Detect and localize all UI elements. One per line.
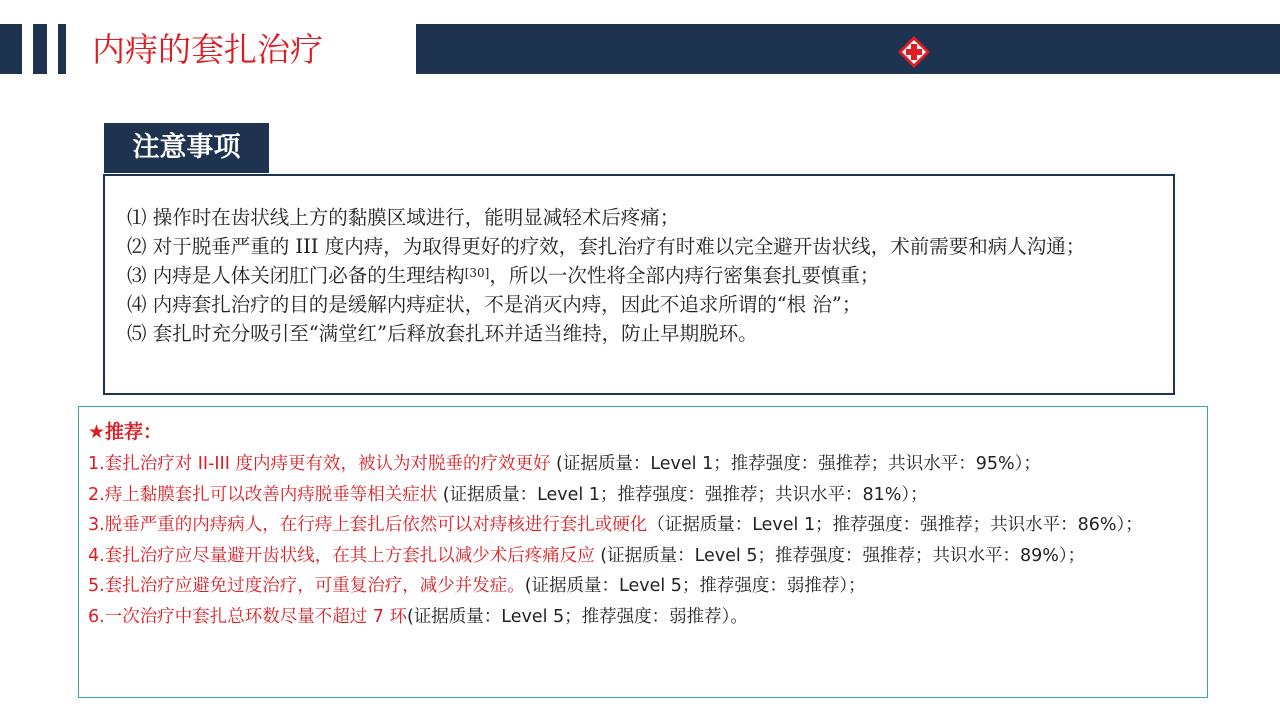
notes-list (127, 203, 1147, 348)
note-item (127, 261, 1147, 290)
note-text: ⑶ 内痔是人体关闭肛门必备的生理结构 (127, 264, 465, 287)
recommendation-text: 3.脱垂严重的内痔病人，在行痔上套扎后依然可以对痔核进行套扎或硬化 (88, 515, 648, 535)
evidence-text: (证据质量：Level 1；推荐强度：强推荐；共识水平：95%）； (550, 454, 1041, 474)
note-item: ⑷ 内痔套扎治疗的目的是缓解内痔症状，不是消灭内痔，因此不追求所谓的“根 治”； (127, 293, 862, 316)
header-bar-medium (33, 24, 47, 74)
recommendation-text: 6.一次治疗中套扎总环数尽量不超过 7 环 (88, 606, 407, 627)
recommendation-item (88, 510, 1198, 541)
note-text: ，所以一次性将全部内痔行密集套扎要慎重； (489, 264, 880, 287)
recommendation-item (88, 541, 1198, 572)
recommendation-text: 2.痔上黏膜套扎可以改善内痔脱垂等相关症状 (88, 484, 438, 505)
note-item: ⑵ 对于脱垂严重的 III 度内痔，为取得更好的疗效，套扎治疗有时难以完全避开齿状线，术前需要和病人沟通； (127, 235, 1086, 258)
header-bar-thick (0, 24, 22, 74)
note-item: ⑴ 操作时在齿状线上方的黏膜区域进行，能明显减轻术后疼痛； (127, 206, 680, 229)
header-bar-thin (58, 24, 66, 74)
recommendation-item (88, 449, 1198, 480)
recommendation-item (88, 602, 1198, 633)
recommendation-text: 1.套扎治疗对 II-III 度内痔更有效，被认为对脱垂的疗效更好 (88, 454, 551, 474)
header-right-banner (416, 24, 1280, 74)
evidence-text: (证据质量：Level 1；推荐强度：强推荐；共识水平：81%）； (437, 484, 928, 505)
citation: [30] (464, 266, 490, 280)
recommendation-item (88, 480, 1198, 511)
note-item: ⑸ 套扎时充分吸引至“满堂红”后释放套扎环并适当维持，防止早期脱环。 (127, 322, 758, 345)
evidence-text: (证据质量：Level 5；推荐强度：弱推荐）； (524, 576, 866, 596)
notes-tab: 注意事项 (104, 123, 269, 173)
page-title: 内痔的套扎治疗 (92, 30, 323, 69)
evidence-text: (证据质量：Level 5；推荐强度：弱推荐）。 (406, 606, 748, 627)
recommendation-text: 4.套扎治疗应尽量避开齿状线，在其上方套扎以减少术后疼痛反应 (88, 545, 595, 566)
recommendation-item (88, 571, 1198, 602)
recommendation-text: 5.套扎治疗应避免过度治疗，可重复治疗，减少并发症。 (88, 576, 525, 596)
evidence-text: (证据质量：Level 5；推荐强度：强推荐；共识水平：89%）； (594, 545, 1086, 566)
evidence-text: （证据质量：Level 1；推荐强度：强推荐；共识水平：86%）； (647, 515, 1143, 535)
recommendations-list (88, 449, 1198, 632)
recommendations-title: ★推荐： (88, 421, 163, 443)
red-cross-diamond-icon (898, 36, 930, 68)
